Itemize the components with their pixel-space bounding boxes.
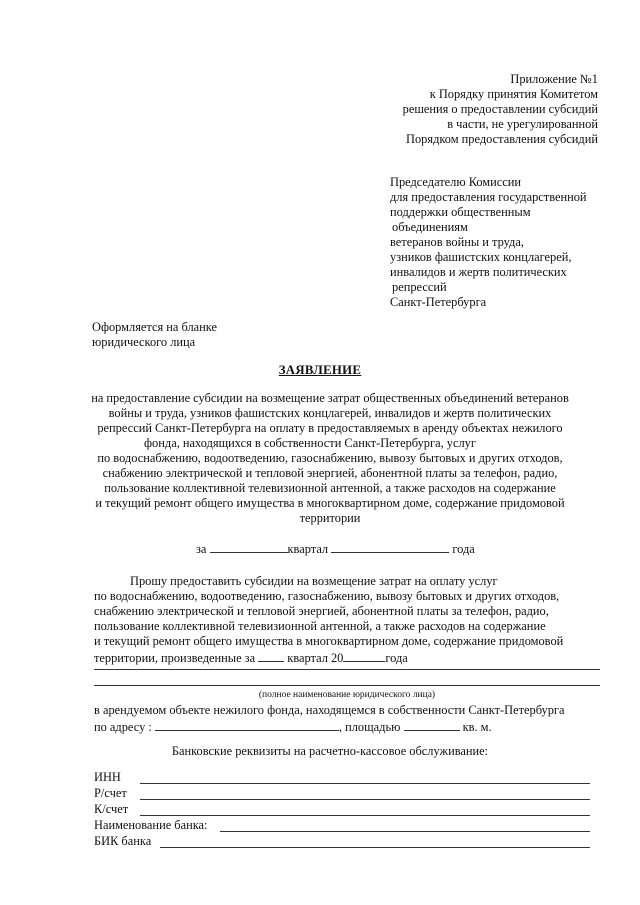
appendix-line: Приложение №1 — [510, 72, 598, 86]
request-line: пользование коллективной телевизионной антенной, а также расходов на содержание — [94, 619, 546, 633]
area-label: , площадью — [338, 720, 401, 734]
corr-account-field[interactable] — [140, 815, 590, 816]
request-line: Прошу предоставить субсидии на возмещение затрат на оплату услуг — [130, 574, 498, 588]
addressee-line: инвалидов и жертв политических — [390, 265, 567, 279]
document-title: ЗАЯВЛЕНИЕ — [278, 363, 362, 377]
period-prefix: за — [196, 542, 207, 556]
period-year-label: года — [452, 542, 475, 556]
address-label: по адресу : — [94, 720, 152, 734]
addressee-line: репрессий — [392, 280, 447, 294]
request-line: и текущий ремонт общего имущества в многоквартирном доме, содержание придомовой — [94, 634, 564, 648]
subject-line: на предоставление субсидии на возмещение затрат общественных объединений ветеранов — [91, 391, 569, 405]
inn-field[interactable] — [140, 783, 590, 784]
letterhead-line: юридического лица — [92, 335, 196, 349]
bik-field[interactable] — [160, 847, 590, 848]
request-year-field[interactable] — [343, 649, 385, 662]
subject-line: по водоснабжению, водоотведению, газоснабжению, вывозу бытовых и других отходов, — [97, 451, 563, 465]
request-line: снабжению электрической и тепловой энергией, абонентной платы за телефон, радио, — [94, 604, 549, 618]
appendix-line: к Порядку принятия Комитетом — [429, 87, 598, 101]
period-year-field[interactable] — [331, 540, 449, 553]
period-quarter-field[interactable] — [210, 540, 288, 553]
request-last-mid: квартал 20 — [287, 651, 344, 665]
address-line — [94, 718, 492, 735]
request-last-line — [94, 649, 408, 666]
addressee-line: объединениям — [392, 220, 468, 234]
subject-line: и текущий ремонт общего имущества в многоквартирном доме, содержание придомовой — [95, 496, 565, 510]
request-line: по водоснабжению, водоотведению, газоснабжению, вывозу бытовых и других отходов, — [94, 589, 560, 603]
addressee-line: для предоставления государственной — [390, 190, 587, 204]
addressee-line: узников фашистских концлагерей, — [390, 250, 572, 264]
request-last-prefix: территории, произведенные за — [94, 651, 256, 665]
bank-field-label: БИК банка — [94, 834, 152, 848]
account-field[interactable] — [140, 799, 590, 800]
subject-line: пользование коллективной телевизионной антенной, а также расходов на содержание — [104, 481, 556, 495]
appendix-line: в части, не урегулированной — [447, 117, 598, 131]
addressee-line: Председателю Комиссии — [390, 175, 522, 189]
subject-line: территории — [299, 511, 361, 525]
bank-field-label: ИНН — [94, 770, 121, 784]
bank-field-label: Наименование банка: — [94, 818, 208, 832]
appendix-line: решения о предоставлении субсидий — [402, 102, 598, 116]
period-line — [196, 540, 475, 557]
addressee-line: Санкт-Петербурга — [390, 295, 487, 309]
addressee-line: поддержки общественным — [390, 205, 531, 219]
subject-line: фонда, находящихся в собственности Санкт-Петербурга, услуг — [144, 436, 476, 450]
subject-line: войны и труда, узников фашистских концлагерей, инвалидов и жертв политических — [108, 406, 552, 420]
subject-line: снабжению электрической и тепловой энергией, абонентной платы за телефон, радио, — [102, 466, 558, 480]
org-name-line-2[interactable] — [94, 685, 600, 686]
address-field[interactable] — [155, 718, 339, 731]
request-last-suffix: года — [385, 651, 408, 665]
bank-field-label: К/счет — [94, 802, 129, 816]
period-quarter-label: квартал — [287, 542, 329, 556]
bank-field-label: Р/счет — [94, 786, 127, 800]
bank-name-field[interactable] — [220, 831, 590, 832]
org-name-caption: (полное наименование юридического лица) — [258, 690, 436, 700]
appendix-line: Порядком предоставления субсидий — [406, 132, 598, 146]
rented-object-line: в арендуемом объекте нежилого фонда, находящемся в собственности Санкт-Петербурга — [94, 703, 565, 717]
letterhead-line: Оформляется на бланке — [92, 320, 218, 334]
area-unit: кв. м. — [462, 720, 492, 734]
subject-line: репрессий Санкт-Петербурга на оплату в предоставляемых в аренду объектах нежилого — [97, 421, 563, 435]
bank-heading: Банковские реквизиты на расчетно-кассовое обслуживание: — [171, 744, 489, 758]
area-field[interactable] — [404, 718, 460, 731]
org-name-line-1[interactable] — [94, 669, 600, 670]
addressee-line: ветеранов войны и труда, — [390, 235, 524, 249]
request-quarter-field[interactable] — [258, 649, 284, 662]
